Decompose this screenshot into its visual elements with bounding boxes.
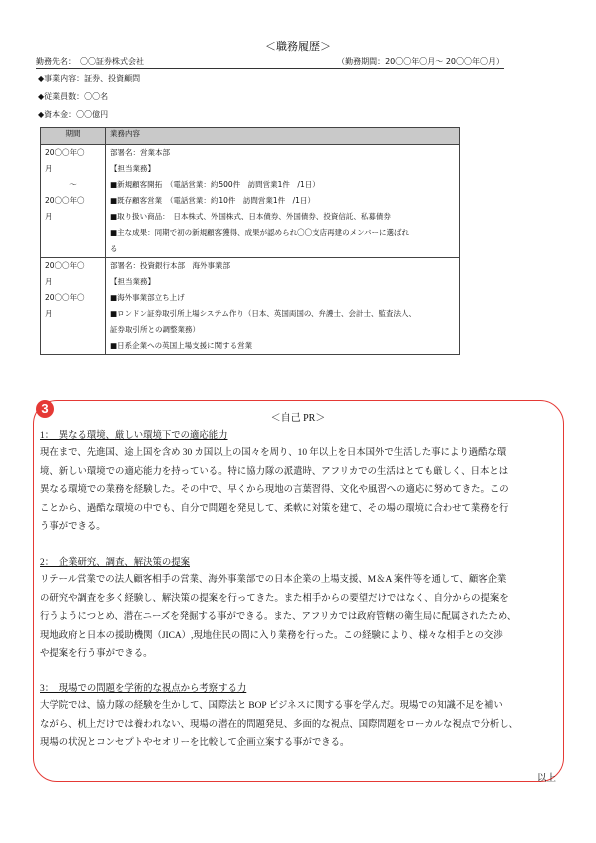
section-line: ながら、机上だけでは養われない、現場の潜在的問題発見、多面的な視点、国際問題をローカルな視点で分析し、 (40, 719, 518, 730)
section-line: や提案を行う事ができる。 (40, 649, 153, 659)
period-line: 20〇〇年〇 (45, 293, 85, 302)
section-line: 異なる環境での業務を経験した。その中で、早くから現地の言葉習得、文化や風習への適応に努めてきた。この (40, 485, 509, 495)
pr-section-2 (40, 555, 560, 664)
section-line: ことから、過酷な環境の中でも、自分で問題を発見して、柔軟に対策を建て、その場の環境に合わせて業務を行 (40, 503, 509, 514)
period-line: 20〇〇年〇 (45, 261, 85, 270)
section-line: 現場の状況とコンセプトやセオリーを比較して企画立案する事ができる。 (40, 738, 350, 748)
employer-name: 勤務先名： 〇〇証券株式会社 (36, 57, 144, 66)
period-line: 月 (45, 212, 53, 221)
header-period: 期間 (41, 128, 106, 145)
section-line: 大学院では、協力隊の経験を生かして、国際法と BOP ビジネスに関する事を学んだ。現場での知識不足を補い (40, 701, 503, 711)
work-history-table (40, 127, 460, 355)
fact-employees: ◆従業員数：〇〇名 (38, 92, 109, 101)
section-line: う事ができる。 (40, 522, 106, 532)
employment-period: （勤務期間：20〇〇年〇月～ 20〇〇年〇月） (337, 57, 504, 66)
section-line: 現在まで、先進国、途上国を含め 30 カ国以上の国々を周り、10 年以上を日本国外で生活した事により過酷な環 (40, 448, 507, 458)
self-pr-title: ＜自己 PR＞ (270, 413, 326, 424)
pr-section-3 (40, 681, 560, 753)
fact-business: ◆事業内容：証券、投資顧問 (38, 74, 141, 83)
section-line: 現地政府と日本の援助機関（JICA）,現地住民の間に入り業務を行った。この経験により、様々な相手との交渉 (40, 630, 503, 641)
content-line: 部署名：投資銀行本部 海外事業部 (110, 261, 230, 270)
header-content: 業務内容 (106, 128, 460, 145)
content-cell (106, 258, 460, 355)
period-line: ～ (69, 180, 77, 189)
employer-row (36, 56, 504, 67)
content-line: ■新規顧客開拓 （電話営業：約500件 訪問営業1件 /1日） (110, 180, 320, 189)
content-line: 【担当業務】 (110, 277, 155, 286)
section-line: リテール営業での法人顧客相手の営業、海外事業部での日本企業の上場支援、M＆A 案件等を通して、顧客企業 (40, 575, 507, 585)
employer-underline (36, 68, 504, 69)
closing-mark: 以上 (536, 774, 556, 784)
table-header-row (41, 128, 460, 145)
content-line: 部署名：営業本部 (110, 148, 170, 157)
document-title: ＜職務履歴＞ (265, 40, 331, 53)
table-row (41, 258, 460, 355)
content-line: ■主な成果：同期で初の新規顧客獲得、成果が認められ〇〇支店再建のメンバーに選ばれ (110, 228, 410, 237)
content-line: 【担当業務】 (110, 164, 155, 173)
content-line: 証券取引所との調整業務） (110, 325, 200, 334)
period-line: 月 (45, 309, 53, 318)
section-line: の研究や調査を多く経験し、解決策の提案を行ってきた。また相手からの要望だけではなく、自分からの提案を (40, 593, 509, 604)
content-line: ■日系企業への英国上場支援に関する営業 (110, 341, 253, 350)
content-line: ■海外事業部立ち上げ (110, 293, 185, 302)
pr-section-1 (40, 428, 560, 537)
fact-capital: ◆資本金：〇〇億円 (38, 110, 109, 119)
content-line: ■ロンドン証券取引所上場システム作り（日本、英国両国の、弁護士、会計士、監査法人、 (110, 309, 417, 318)
period-line: 20〇〇年〇 (45, 148, 85, 157)
period-cell (41, 258, 106, 355)
period-line: 20〇〇年〇 (45, 196, 85, 205)
section-heading: 3： 現場での問題を学術的な視点から考察する力 (40, 684, 247, 694)
content-line: ■取り扱い商品： 日本株式、外国株式、日本債券、外国債券、投資信託、私募債券 (110, 212, 391, 221)
section-line: 境、新しい環境での適応能力を持っている。特に協力隊の派遣時、アフリカでの生活はとても厳しく、日本とは (40, 466, 509, 477)
content-cell (106, 145, 460, 258)
period-cell (41, 145, 106, 258)
period-line: 月 (45, 277, 53, 286)
section-line: 行うようにつとめ、潜在ニーズを発掘する事ができる。また、アフリカでは政府管轄の衛生局に配属されたため、 (40, 612, 517, 622)
section-heading: 1： 異なる環境、厳しい環境下での適応能力 (40, 431, 228, 441)
table-row (41, 145, 460, 258)
content-line: ■既存顧客営業 （電話営業：約10件 訪問営業1件 /1日） (110, 196, 315, 205)
content-line: る (110, 244, 118, 253)
period-line: 月 (45, 164, 53, 173)
section-heading: 2： 企業研究、調査、解決策の提案 (40, 558, 190, 568)
number-marker-badge: 3 (36, 400, 54, 418)
